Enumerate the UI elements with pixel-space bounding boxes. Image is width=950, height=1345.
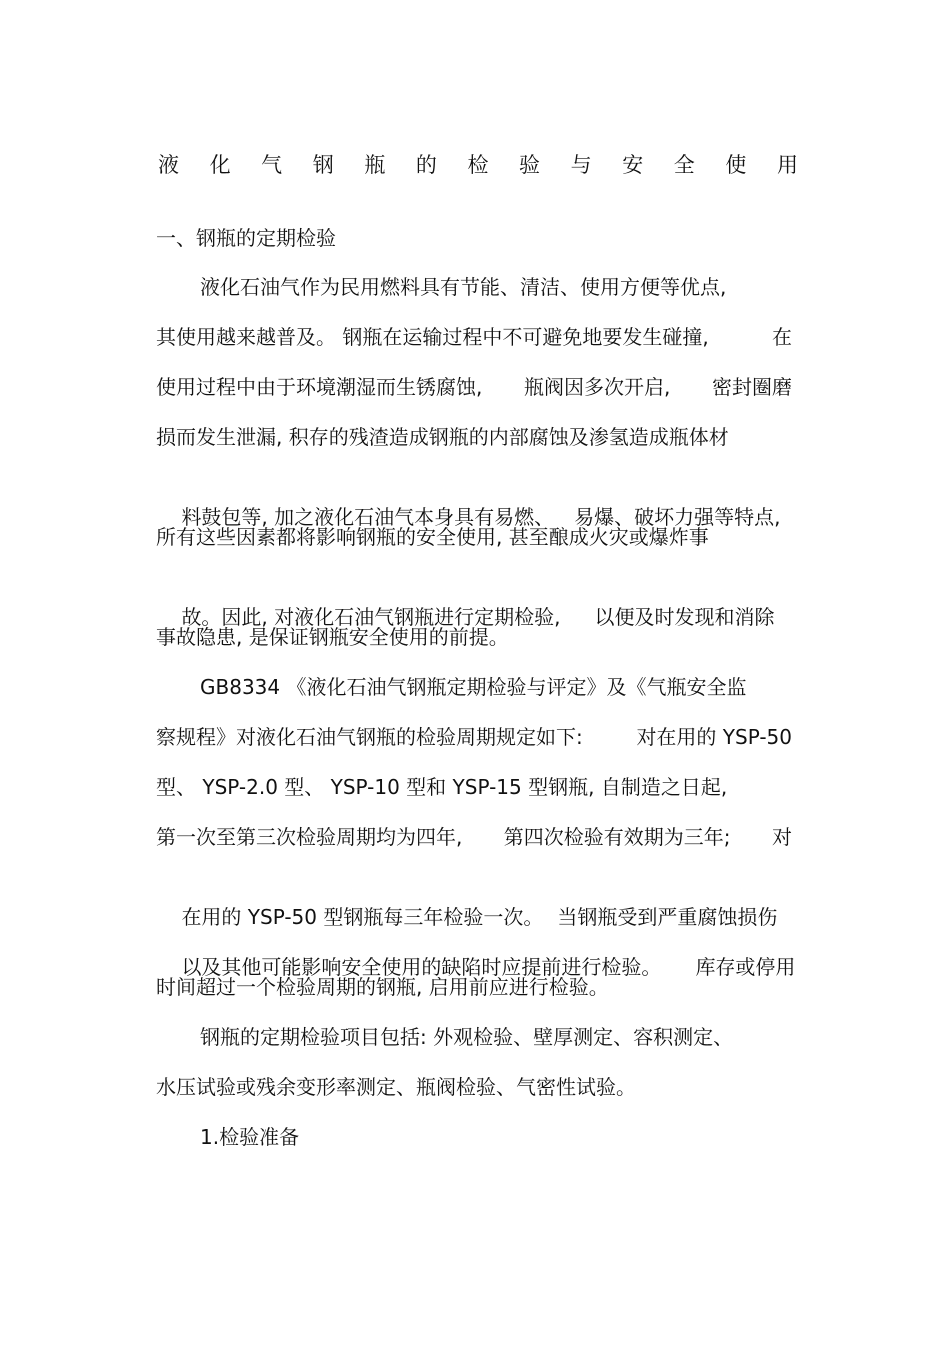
text-segment: 察规程》对液化石油气钢瓶的检验周期规定如下: <box>156 725 583 749</box>
paragraph-line: 型、 YSP-2.0 型、 YSP-10 型和 YSP-15 型钢瓶, 自制造之日起, <box>156 775 728 799</box>
title-char: 的 <box>415 153 437 177</box>
text-segment: 对 <box>771 825 792 849</box>
text-segment: 对在用的 YSP-50 <box>636 725 792 749</box>
paragraph-line: 水压试验或残余变形率测定、瓶阀检验、气密性试验。 <box>156 1075 636 1099</box>
title-char: 检 <box>467 153 489 177</box>
text-segment: 易爆、破坏力强等特点, <box>574 505 781 529</box>
text-segment: 以及其他可能影响安全使用的缺陷时应提前进行检验。 <box>181 955 662 979</box>
title-char: 瓶 <box>364 153 386 177</box>
title-char: 气 <box>261 153 283 177</box>
title-char: 全 <box>673 153 695 177</box>
text-segment: 第一次至第三次检验周期均为四年, <box>156 825 463 849</box>
paragraph-line <box>156 472 781 529</box>
text-segment: 密封圈磨 <box>712 375 792 399</box>
text-segment: 第四次检验有效期为三年; <box>503 825 731 849</box>
text-segment: 以便及时发现和消除 <box>594 605 775 629</box>
title-char: 用 <box>776 153 798 177</box>
title-char: 化 <box>209 153 231 177</box>
title-char: 液 <box>158 153 179 177</box>
document-title <box>158 150 798 180</box>
title-char: 钢 <box>312 153 334 177</box>
subheading: 1.检验准备 <box>200 1125 300 1149</box>
paragraph-line <box>156 572 775 629</box>
text-segment: 其使用越来越普及。 钢瓶在运输过程中不可避免地要发生碰撞, <box>156 325 709 349</box>
paragraph-line: 所有这些因素都将影响钢瓶的安全使用, 甚至酿成火灾或爆炸事 <box>156 525 709 549</box>
text-segment: 在用的 YSP-50 型钢瓶每三年检验一次。 <box>181 905 544 929</box>
paragraph-line <box>156 922 796 979</box>
paragraph-line: 事故隐患, 是保证钢瓶安全使用的前提。 <box>156 625 509 649</box>
paragraph-line <box>156 372 792 402</box>
paragraph-line <box>156 322 792 352</box>
text-segment: 瓶阀因多次开启, <box>524 375 671 399</box>
title-char: 安 <box>622 153 644 177</box>
paragraph-line: 液化石油气作为民用燃料具有节能、清洁、使用方便等优点, <box>200 275 727 299</box>
title-char: 验 <box>519 153 541 177</box>
text-segment: 故。因此, 对液化石油气钢瓶进行定期检验, <box>181 605 561 629</box>
paragraph-line: 时间超过一个检验周期的钢瓶, 启用前应进行检验。 <box>156 975 609 999</box>
text-segment: 使用过程中由于环境潮湿而生锈腐蚀, <box>156 375 483 399</box>
text-segment: 料鼓包等, 加之液化石油气本身具有易燃、 <box>181 505 555 529</box>
paragraph-line <box>156 722 792 752</box>
paragraph-line: 损而发生泄漏, 积存的残渣造成钢瓶的内部腐蚀及渗氢造成瓶体材 <box>156 425 729 449</box>
paragraph-line <box>156 872 778 929</box>
title-char: 与 <box>570 153 592 177</box>
section-heading: 一、钢瓶的定期检验 <box>156 226 336 250</box>
text-segment: 当钢瓶受到严重腐蚀损伤 <box>557 905 778 929</box>
title-char: 使 <box>725 153 747 177</box>
paragraph-line <box>156 822 792 852</box>
paragraph-line: 钢瓶的定期检验项目包括: 外观检验、壁厚测定、容积测定、 <box>200 1025 734 1049</box>
text-segment: 在 <box>772 325 792 349</box>
paragraph-line: GB8334 《液化石油气钢瓶定期检验与评定》及《气瓶安全监 <box>200 675 747 699</box>
text-segment: 库存或停用 <box>695 955 796 979</box>
